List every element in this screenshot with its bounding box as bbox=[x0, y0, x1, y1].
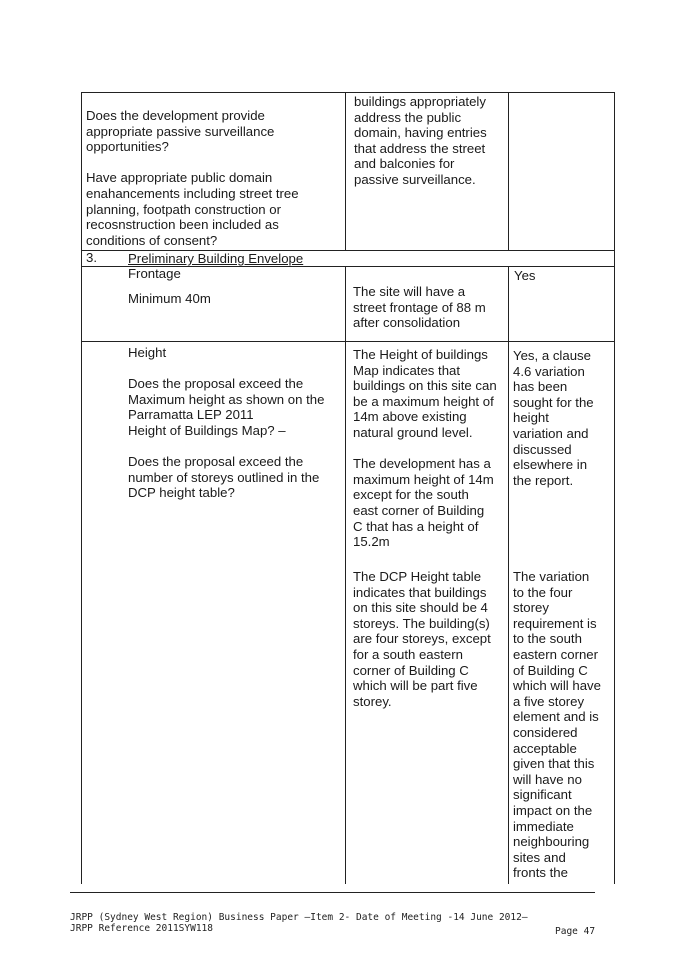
footer-rule bbox=[70, 892, 595, 893]
column-divider-2 bbox=[508, 92, 509, 250]
height-compliance-dcp: The variation to the four storey requirement is to the south eastern corner of Building C which will have a five storey element and is considered acceptable given that this will have no significant impact on the immediate neighbouring sites and fronts the bbox=[513, 569, 601, 881]
column-divider-1 bbox=[345, 92, 346, 250]
height-response-lep: The Height of buildings Map indicates that buildings on this site can be a maximum height of 14m above existing natural ground level. The development has a maximum height of 14m except for the south east corner of Building C that has a height of 15.2m bbox=[353, 347, 497, 550]
height-criteria: Does the proposal exceed the Maximum height as shown on the Parramatta LEP 2011 Height of Buildings Map? – Does the proposal exceed the number of storeys outlined in the DCP height table? bbox=[128, 376, 325, 501]
surveillance-response-text: buildings appropriately address the public domain, having entries that address the street and balconies for passive surveillance. bbox=[354, 94, 487, 187]
section-number: 3. bbox=[86, 250, 97, 265]
surveillance-criteria-text: Does the development provide appropriate passive surveillance opportunities? Have appropriate public domain enahancements including street tree planning, footpath construction or recosnstruction been included as conditions of consent? bbox=[86, 108, 299, 248]
frontage-compliance: Yes bbox=[514, 268, 536, 283]
column-divider-1-lower bbox=[345, 267, 346, 884]
frontage-response: The site will have a street frontage of 88 m after consolidation bbox=[353, 284, 486, 331]
height-heading: Height bbox=[128, 345, 167, 360]
table-border-left bbox=[81, 92, 82, 884]
footer-line-2: JRPP Reference 2011SYW118 bbox=[70, 923, 213, 934]
height-compliance-lep: Yes, a clause 4.6 variation has been sought for the height variation and discussed elsewhere in the report. bbox=[513, 348, 594, 488]
height-response-dcp: The DCP Height table indicates that buildings on this site should be 4 storeys. The building(s) are four storeys, except for a south eastern corner of Building C which will be part five storey. bbox=[353, 569, 491, 709]
footer-line-1: JRPP (Sydney West Region) Business Paper –Item 2- Date of Meeting -14 June 2012– bbox=[70, 912, 528, 923]
page-number: Page 47 bbox=[555, 926, 596, 937]
frontage-criteria: Minimum 40m bbox=[128, 291, 211, 306]
column-divider-2-lower bbox=[508, 267, 509, 884]
row-divider-frontage bbox=[81, 341, 615, 342]
table-border-top bbox=[81, 92, 615, 93]
table-border-right bbox=[614, 92, 615, 884]
section-title: Preliminary Building Envelope bbox=[128, 251, 304, 266]
frontage-heading: Frontage bbox=[128, 266, 181, 281]
